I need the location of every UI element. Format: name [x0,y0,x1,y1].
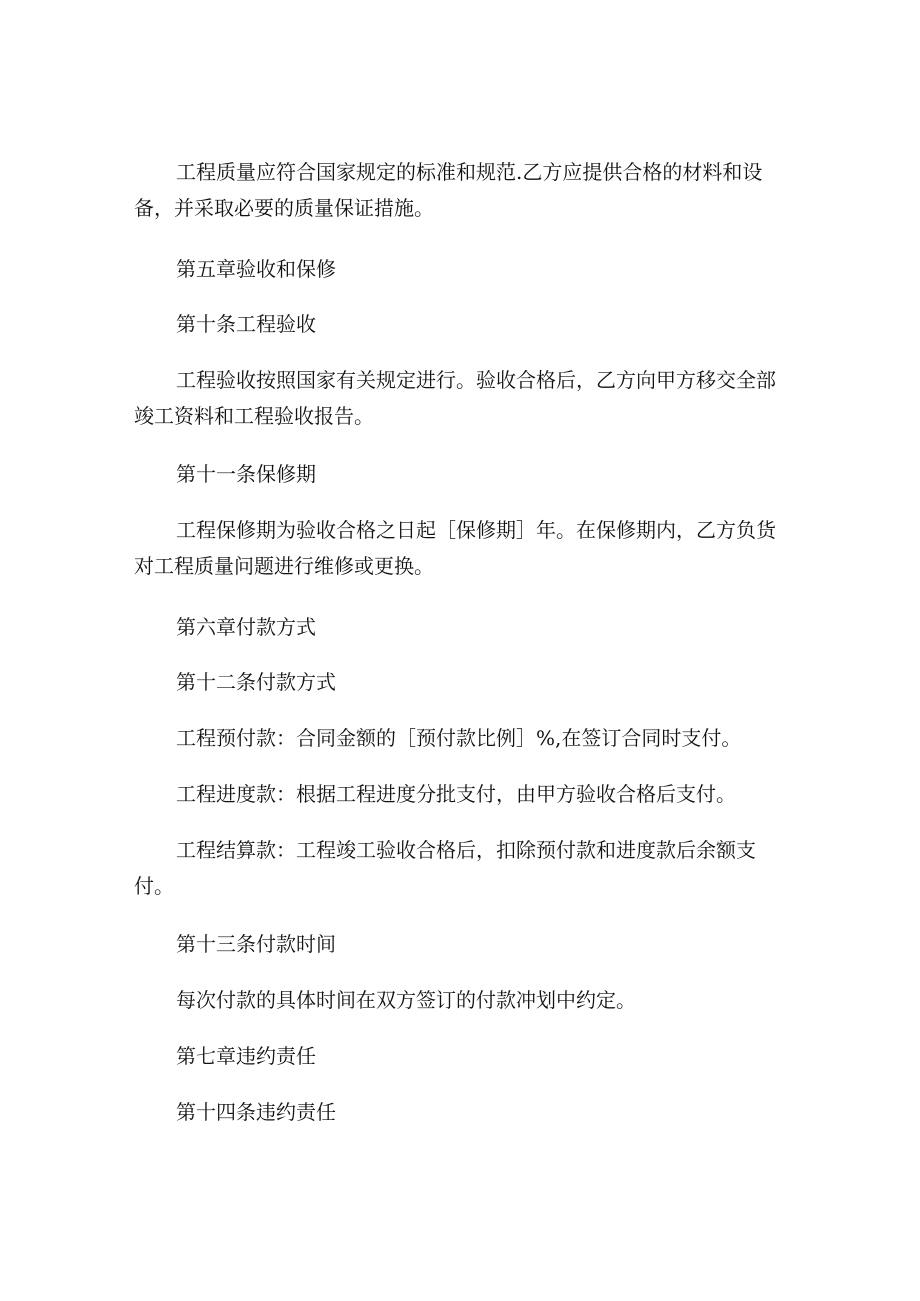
chapter-6-heading: 第六章付款方式 [176,615,316,639]
chapter-5-heading: 第五章验收和保修 [176,257,336,281]
paragraph-payment-time: 每次付款的具体时间在双方签订的付款冲划中约定。 [176,988,636,1012]
article-14-heading: 第十四条违约责任 [176,1100,336,1124]
paragraph-acceptance: 工程验收按照国家有关规定进行。验收合格后，乙方向甲方移交全部竣工资料和工程验收报告。 [134,368,776,428]
paragraph-advance-payment: 工程预付款：合同金额的［预付款比例］%,在签订合同时支付。 [176,726,742,750]
chapter-7-heading: 第七章违约责任 [176,1044,316,1068]
paragraph-settlement-payment: 工程结算款：工程竣工验收合格后，扣除预付款和进度款后余额支付。 [134,838,756,898]
article-12-heading: 第十二条付款方式 [176,670,336,694]
article-10-heading: 第十条工程验收 [176,312,316,336]
paragraph-quality-standards: 工程质量应符合国家规定的标准和规范.乙方应提供合格的材料和设备，并采取必要的质量保证措施。 [134,160,763,220]
article-13-heading: 第十三条付款时间 [176,932,336,956]
paragraph-warranty: 工程保修期为验收合格之日起［保修期］年。在保修期内，乙方负货对工程质量问题进行维修或更换。 [134,518,776,578]
article-11-heading: 第十一条保修期 [176,462,316,486]
paragraph-progress-payment: 工程进度款：根据工程进度分批支付，由甲方验收合格后支付。 [176,782,736,806]
